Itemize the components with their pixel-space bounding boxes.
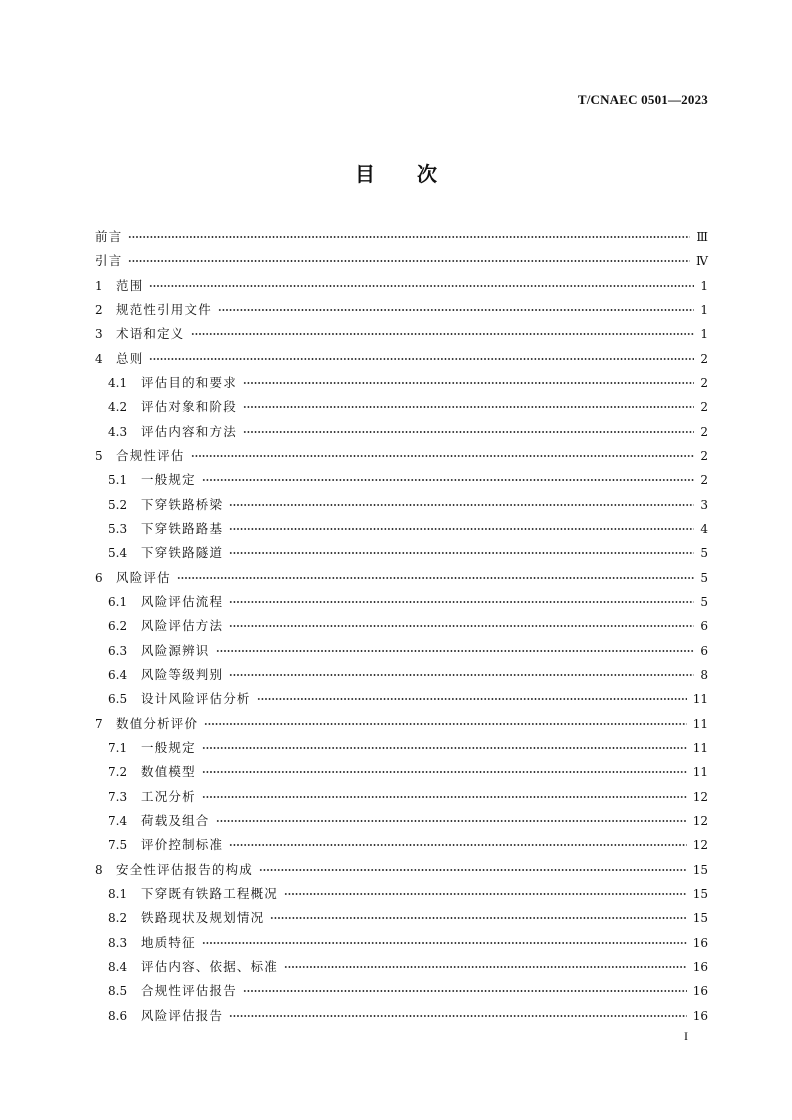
- dot-leader: [202, 745, 687, 751]
- standard-number: T/CNAEC 0501—2023: [577, 92, 708, 107]
- toc-subentry[interactable]: [95, 590, 708, 614]
- dot-leader: [284, 964, 687, 970]
- toc-subentry[interactable]: [95, 371, 708, 395]
- toc-subentry[interactable]: [95, 663, 708, 687]
- toc-entry-page-number: 15: [692, 911, 708, 926]
- toc-entry-label: 合规性评估报告: [141, 983, 237, 999]
- toc-subentry[interactable]: [95, 809, 708, 833]
- toc-entry-page-number: 11: [692, 765, 708, 780]
- toc-subentry[interactable]: [95, 785, 708, 809]
- toc-entry-page-number: 1: [700, 278, 708, 293]
- toc-entry-number: 4.2: [108, 400, 128, 415]
- toc-subentry[interactable]: [95, 833, 708, 857]
- toc-entry-label: 评价控制标准: [141, 837, 224, 853]
- toc-entry[interactable]: [95, 444, 708, 468]
- toc-entry-number: 8.5: [108, 984, 128, 999]
- toc-entry-label: 数值分析评价: [116, 715, 199, 731]
- toc-entry-page-number: 8: [700, 667, 708, 682]
- toc-entry-label: 评估内容、依据、标准: [141, 958, 279, 974]
- toc-entry-number: 5.2: [108, 497, 128, 512]
- toc-entry-label: 评估对象和阶段: [141, 399, 237, 415]
- dot-leader: [202, 477, 694, 483]
- toc-entry-number: 4.3: [108, 424, 128, 439]
- toc-entry-page-number: 2: [700, 351, 708, 366]
- dot-leader: [270, 915, 686, 921]
- toc-subentry[interactable]: [95, 517, 708, 541]
- toc-entry[interactable]: [95, 274, 708, 298]
- toc-entry-label: 一般规定: [141, 472, 196, 488]
- toc-entry-number: 4: [95, 351, 103, 366]
- toc-entry-label: 铁路现状及规划情况: [141, 910, 265, 926]
- dot-leader: [229, 526, 694, 532]
- toc-entry-page-number: 2: [700, 375, 708, 390]
- toc-entry-number: 6: [95, 570, 103, 585]
- toc-subentry[interactable]: [95, 906, 708, 930]
- toc-entry-number: 5: [95, 448, 103, 463]
- toc-entry-page-number: 12: [692, 838, 708, 853]
- toc-entry-label: 下穿铁路隧道: [141, 545, 224, 561]
- toc-entry-page-number: 3: [700, 497, 708, 512]
- toc-entry-page-number: 2: [700, 400, 708, 415]
- toc-entry-label: 风险等级判别: [141, 666, 224, 682]
- dot-leader: [229, 550, 694, 556]
- dot-leader: [284, 891, 687, 897]
- toc-entry-number: 8.6: [108, 1008, 128, 1023]
- toc-entry-label: 风险评估报告: [141, 1007, 224, 1023]
- toc-entry-number: 4.1: [108, 375, 128, 390]
- toc-entry-label: 工况分析: [141, 788, 196, 804]
- dot-leader: [243, 380, 694, 386]
- toc-subentry[interactable]: [95, 955, 708, 979]
- toc-entry-number: 7.1: [108, 740, 128, 755]
- toc-entry-label: 术语和定义: [116, 326, 185, 342]
- toc-entry-number: 7.2: [108, 765, 128, 780]
- dot-leader: [128, 258, 690, 264]
- toc-subentry[interactable]: [95, 979, 708, 1003]
- toc-entry-page-number: 16: [692, 935, 708, 950]
- toc-entry-number: 5.3: [108, 521, 128, 536]
- dot-leader: [229, 842, 687, 848]
- toc-entry[interactable]: [95, 225, 708, 249]
- toc-entry-number: 8.2: [108, 911, 128, 926]
- toc-entry[interactable]: [95, 858, 708, 882]
- toc-entry-page-number: 5: [700, 570, 708, 585]
- toc-entry[interactable]: [95, 712, 708, 736]
- toc-entry-label: 合规性评估: [116, 447, 185, 463]
- toc-entry-page-number: 12: [692, 813, 708, 828]
- toc-entry-label: 一般规定: [141, 739, 196, 755]
- toc-entry-number: 7.4: [108, 813, 128, 828]
- toc-entry-page-number: Ⅳ: [696, 254, 708, 269]
- toc-entry-number: 3: [95, 327, 103, 342]
- toc-entry-label: 评估目的和要求: [141, 374, 237, 390]
- dot-leader: [229, 672, 694, 678]
- toc-entry-label: 评估内容和方法: [141, 423, 237, 439]
- dot-leader: [191, 331, 694, 337]
- toc-entry-label: 数值模型: [141, 764, 196, 780]
- toc-entry-number: 6.4: [108, 667, 128, 682]
- dot-leader: [229, 502, 694, 508]
- dot-leader: [229, 623, 694, 629]
- dot-leader: [149, 283, 694, 289]
- toc-entry-page-number: 12: [692, 789, 708, 804]
- dot-leader: [128, 234, 690, 240]
- toc-subentry[interactable]: [95, 420, 708, 444]
- toc-subentry[interactable]: [95, 931, 708, 955]
- toc-entry-label: 下穿铁路桥梁: [141, 496, 224, 512]
- dot-leader: [259, 867, 687, 873]
- toc-entry-number: 6.2: [108, 619, 128, 634]
- toc-entry-page-number: 1: [700, 327, 708, 342]
- toc-entry-label: 荷载及组合: [141, 812, 210, 828]
- toc-entry-number: 5.1: [108, 473, 128, 488]
- toc-entry-label: 地质特征: [141, 934, 196, 950]
- toc-subentry[interactable]: [95, 760, 708, 784]
- toc-entry-page-number: 5: [700, 594, 708, 609]
- toc-entry-page-number: 6: [700, 619, 708, 634]
- toc-entry-number: 8.4: [108, 959, 128, 974]
- dot-leader: [243, 404, 694, 410]
- toc-entry-number: 6.1: [108, 594, 128, 609]
- toc-entry-page-number: 4: [700, 521, 708, 536]
- toc-entry[interactable]: [95, 298, 708, 322]
- dot-leader: [202, 769, 687, 775]
- toc-subentry[interactable]: [95, 687, 708, 711]
- dot-leader: [202, 940, 687, 946]
- toc-entry-label: 风险评估: [116, 569, 171, 585]
- dot-leader: [229, 599, 694, 605]
- toc-subentry[interactable]: [95, 614, 708, 638]
- page-title: 目 次: [355, 162, 448, 186]
- toc-entry-page-number: 2: [700, 448, 708, 463]
- dot-leader: [216, 818, 687, 824]
- footer-page-number: I: [684, 1029, 688, 1043]
- toc-entry-page-number: 5: [700, 546, 708, 561]
- toc-entry-page-number: 16: [692, 959, 708, 974]
- toc-subentry[interactable]: [95, 493, 708, 517]
- dot-leader: [216, 648, 694, 654]
- toc-entry-number: 8.1: [108, 886, 128, 901]
- toc-entry-page-number: 16: [692, 984, 708, 999]
- table-of-contents: [95, 225, 708, 1028]
- dot-leader: [243, 988, 687, 994]
- dot-leader: [257, 696, 687, 702]
- toc-subentry[interactable]: [95, 882, 708, 906]
- toc-entry-label: 范围: [116, 277, 144, 293]
- dot-leader: [243, 429, 694, 435]
- toc-entry-page-number: Ⅲ: [696, 230, 708, 244]
- dot-leader: [191, 453, 694, 459]
- toc-entry-number: 7: [95, 716, 103, 731]
- toc-entry-page-number: 11: [692, 716, 708, 731]
- dot-leader: [202, 794, 687, 800]
- toc-entry-page-number: 11: [692, 740, 708, 755]
- toc-subentry[interactable]: [95, 736, 708, 760]
- toc-entry-number: 2: [95, 302, 103, 317]
- toc-entry-number: 7.3: [108, 789, 128, 804]
- toc-subentry[interactable]: [95, 639, 708, 663]
- toc-subentry[interactable]: [95, 468, 708, 492]
- toc-entry-label: 下穿既有铁路工程概况: [141, 885, 279, 901]
- dot-leader: [177, 575, 694, 581]
- toc-entry-page-number: 16: [692, 1008, 708, 1023]
- toc-entry[interactable]: [95, 249, 708, 273]
- toc-entry-label: 安全性评估报告的构成: [116, 861, 254, 877]
- toc-entry-number: 5.4: [108, 546, 128, 561]
- toc-entry-page-number: 2: [700, 424, 708, 439]
- toc-entry-page-number: 11: [692, 692, 708, 707]
- toc-entry-label: 下穿铁路路基: [141, 520, 224, 536]
- toc-entry-page-number: 1: [700, 302, 708, 317]
- toc-entry-number: 8: [95, 862, 103, 877]
- dot-leader: [149, 356, 694, 362]
- dot-leader: [229, 1013, 687, 1019]
- toc-entry[interactable]: [95, 566, 708, 590]
- toc-entry-page-number: 15: [692, 862, 708, 877]
- dot-leader: [218, 307, 694, 313]
- toc-entry[interactable]: [95, 322, 708, 346]
- toc-entry-number: 1: [95, 278, 103, 293]
- toc-entry-label: 设计风险评估分析: [141, 691, 251, 707]
- toc-entry-page-number: 15: [692, 886, 708, 901]
- toc-subentry[interactable]: [95, 541, 708, 565]
- toc-entry-page-number: 2: [700, 473, 708, 488]
- toc-entry-label: 引言: [95, 253, 123, 269]
- toc-entry-label: 风险源辨识: [141, 642, 210, 658]
- toc-entry-label: 风险评估流程: [141, 593, 224, 609]
- toc-subentry[interactable]: [95, 1004, 708, 1028]
- toc-entry-number: 8.3: [108, 935, 128, 950]
- toc-entry-label: 总则: [116, 350, 144, 366]
- toc-entry[interactable]: [95, 347, 708, 371]
- dot-leader: [204, 721, 687, 727]
- toc-entry-number: 7.5: [108, 838, 128, 853]
- toc-subentry[interactable]: [95, 395, 708, 419]
- toc-entry-label: 风险评估方法: [141, 618, 224, 634]
- toc-entry-label: 前言: [95, 229, 123, 244]
- toc-entry-number: 6.5: [108, 692, 128, 707]
- toc-entry-number: 6.3: [108, 643, 128, 658]
- toc-entry-page-number: 6: [700, 643, 708, 658]
- toc-entry-label: 规范性引用文件: [116, 301, 212, 317]
